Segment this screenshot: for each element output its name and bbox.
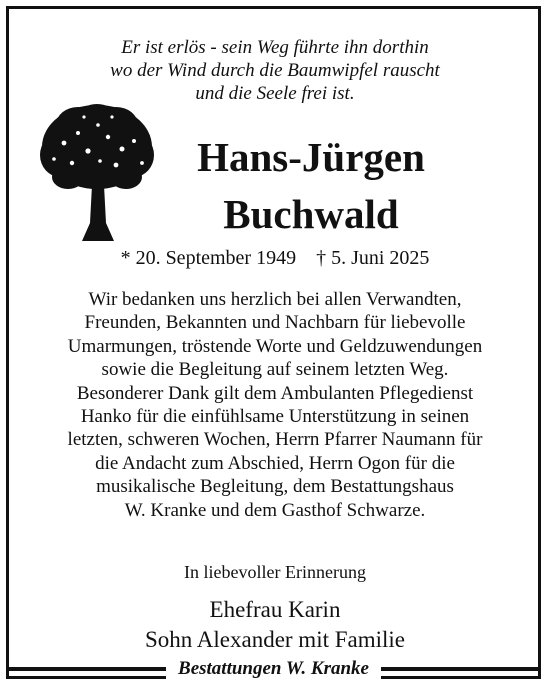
funeral-home-name: Bestattungen W. Kranke	[166, 659, 381, 679]
footer-rule-right	[381, 667, 541, 671]
thanks-line: sowie die Begleitung auf seinem letzten Weg.	[101, 359, 449, 381]
life-dates	[0, 246, 550, 270]
thanks-line: W. Kranke und dem Gasthof Schwarze.	[124, 499, 426, 521]
family-member-wife: Ehefrau Karin	[209, 597, 341, 622]
family-member-son: Sohn Alexander mit Familie	[145, 627, 405, 652]
thanks-line: die Andacht zum Abschied, Herrn Ogon für die	[95, 452, 455, 474]
birth-date: * 20. September 1949	[120, 247, 297, 269]
closing-line: In liebevoller Erinnerung	[184, 562, 366, 582]
tree-icon	[38, 103, 156, 244]
memorial-quote	[0, 36, 550, 105]
thanks-line: Wir bedanken uns herzlich bei allen Verwandten,	[88, 289, 462, 310]
death-date: † 5. Juni 2025	[316, 247, 430, 269]
quote-line: wo der Wind durch die Baumwipfel rauscht	[110, 60, 440, 81]
funeral-home-footer	[6, 659, 541, 679]
footer-rule-left	[6, 667, 166, 671]
thanks-line: Hanko für die einfühlsame Unterstützung in seinen	[80, 406, 470, 428]
thanks-line: musikalische Begleitung, dem Bestattungshaus	[96, 476, 454, 498]
thanks-line: Besonderer Dank gilt dem Ambulanten Pflegedienst	[76, 382, 474, 404]
thanks-line: Freunden, Bekannten und Nachbarn für liebevolle	[84, 312, 466, 334]
quote-line: und die Seele frei ist.	[195, 83, 355, 104]
deceased-last-name: Buchwald	[223, 191, 399, 237]
thanks-text	[0, 288, 550, 522]
quote-line: Er ist erlös - sein Weg führte ihn dorthin	[121, 37, 429, 58]
thanks-line: Umarmungen, tröstende Worte und Geldzuwendungen	[67, 335, 483, 357]
deceased-first-name: Hans-Jürgen	[197, 134, 425, 180]
thanks-line: letzten, schweren Wochen, Herrn Pfarrer Naumann für	[67, 429, 483, 451]
